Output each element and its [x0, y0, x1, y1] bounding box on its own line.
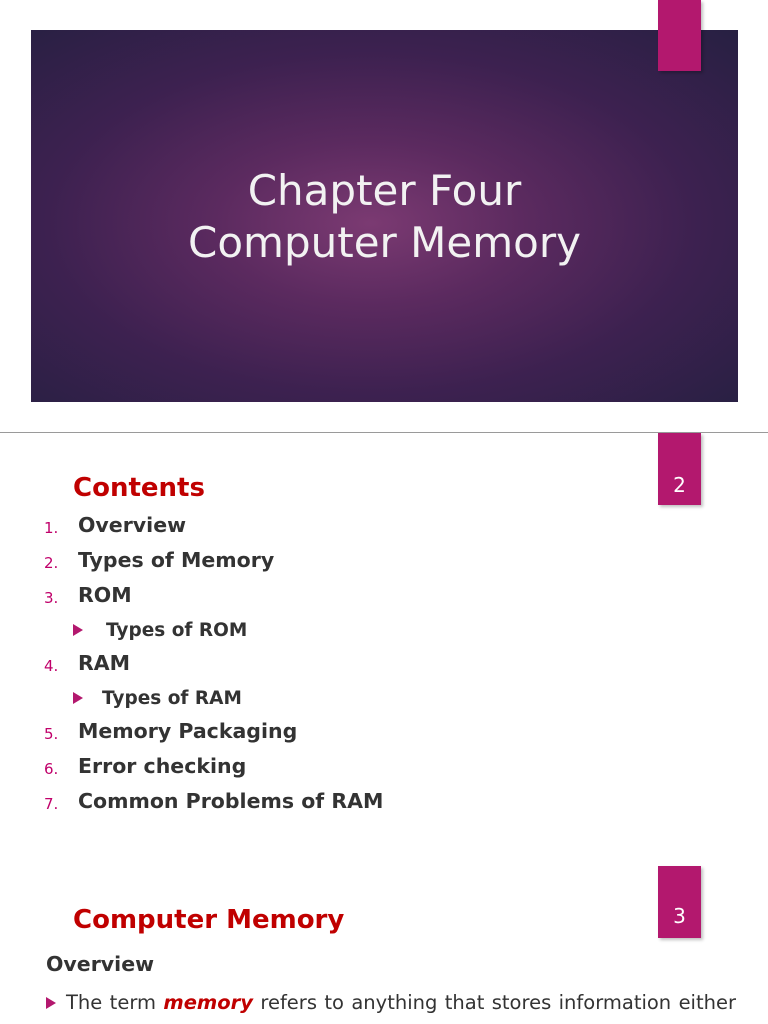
body-word: stores	[491, 991, 552, 1014]
body-word: to	[324, 991, 344, 1014]
chapter-subtitle: Computer Memory	[188, 218, 581, 267]
subitem-label: Types of RAM	[102, 688, 242, 709]
slide-number-badge: 3	[658, 866, 701, 938]
body-word: refers	[260, 991, 317, 1014]
item-number: 1.	[44, 519, 59, 537]
bullet-arrow-icon	[73, 624, 83, 636]
slide1-accent-tab	[658, 0, 701, 71]
bullet-arrow-icon	[46, 997, 56, 1009]
item-label: RAM	[78, 651, 131, 675]
item-number: 6.	[44, 760, 59, 778]
cover-title-panel	[31, 30, 738, 402]
item-label: Error checking	[78, 754, 247, 778]
body-word: either	[678, 991, 736, 1014]
subitem-label: Types of ROM	[106, 620, 248, 641]
body-word: information	[558, 991, 672, 1014]
slide-number-badge: 2	[658, 433, 701, 505]
item-number: 2.	[44, 554, 59, 572]
item-label: Memory Packaging	[78, 719, 298, 743]
item-label: Types of Memory	[78, 548, 275, 572]
body-word: term	[109, 991, 156, 1014]
body-paragraph	[46, 991, 736, 1014]
item-number: 7.	[44, 795, 59, 813]
item-number: 5.	[44, 725, 59, 743]
contents-title: Contents	[73, 473, 205, 503]
body-word: The	[66, 991, 103, 1014]
body-word: anything	[351, 991, 438, 1014]
body-word: that	[444, 991, 485, 1014]
item-number: 4.	[44, 657, 59, 675]
item-label: ROM	[78, 583, 132, 607]
item-label: Overview	[78, 513, 187, 537]
bullet-arrow-icon	[73, 692, 83, 704]
section-heading: Overview	[46, 952, 155, 976]
item-number: 3.	[44, 589, 59, 607]
slide-divider	[0, 432, 768, 433]
chapter-title: Chapter Four	[247, 166, 522, 215]
item-label: Common Problems of RAM	[78, 789, 384, 813]
slide-title: Computer Memory	[73, 905, 345, 935]
keyword-highlight: memory	[163, 991, 253, 1014]
